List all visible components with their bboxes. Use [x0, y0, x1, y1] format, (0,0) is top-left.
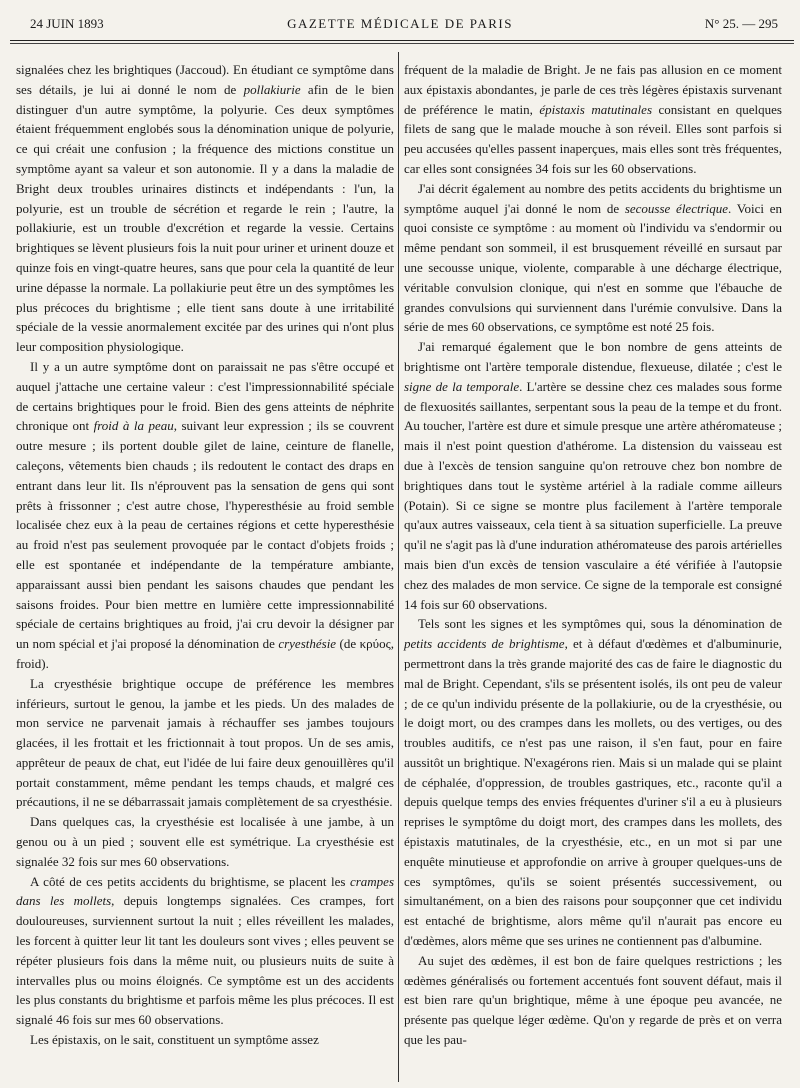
paragraph: fréquent de la maladie de Bright. Je ne fais pas allusion en ce moment aux épistaxis abondantes, je parle de ces très légères épistaxis survenant de préférence le matin, épistaxis matutinales consistant en quelques filets de sang que le malade mouche à son réveil. Elles sont parfois si peu accusées qu'elles passent inaperçues, mais elles sont très fréquentes, car elles sont consignées 34 fois sur les 60 observations.: [404, 62, 782, 176]
paragraph: signalées chez les brightiques (Jaccoud). En étudiant ce symptôme dans ses détails, je lui ai donné le nom de pollakiurie afin de le bien distinguer d'un autre symptôme, la polyurie. Ces deux symptômes étaient fréquemment englobés sous la dénomination unique de polyurie, ce qui créait une confusion ; la fréquence des mictions constitue un symptôme ayant sa valeur et son autonomie. Il y a dans la maladie de Bright deux troubles urinaires distincts et indépendants : l'un, la polyurie, est un trouble de sécrétion et regarde le rein ; l'autre, la pollakiurie, est un trouble d'excrétion et regarde la vessie. Certains brightiques se lèvent plusieurs fois la nuit pour uriner et urinent douze et quinze fois en vingt-quatre heures, sans que pour cela la quantité de leur urine dépasse la normale. La pollakiurie peut être un des symptômes les plus précoces du brightisme ; elle tient sans doute à une irritabilité spéciale de la vessie anormalement excitée par des urines qui n'ont plus leur composition physiologique.: [16, 62, 394, 355]
paragraph: A côté de ces petits accidents du brightisme, se placent les crampes dans les mollets, depuis longtemps signalées. Ces crampes, fort douloureuses, surviennent surtout la nuit ; elles réveillent les malades, les forcent à quitter leur lit tant les douleurs sont vives ; elles peuvent se répéter plusieurs fois dans la même nuit, ou plusieurs nuits de suite à intervalles plus ou moins éloignés. Ce symptôme est un des accidents les plus constants du brightisme et parfois même les plus précoces. Il est signalé 46 fois sur mes 60 observations.: [16, 873, 394, 1028]
paragraph: Les épistaxis, on le sait, constituent un symptôme assez: [30, 1032, 319, 1048]
paragraph: La cryesthésie brightique occupe de préférence les membres inférieurs, surtout le genou, la jambe et les pieds. Un des malades de mon service ne parvenait jamais à réchauffer ses jambes toujours glacées, il les frottait et les frictionnait à tout propos. Un de ses amis, apprêteur de peaux de chat, eut l'idée de lui faire deux genouillères qu'il portait constamment, même pendant les temps chauds, et malgré ces précautions, il ne se débarrassait jamais complètement de sa cryesthésie.: [16, 675, 394, 810]
journal-title: GAZETTE MÉDICALE DE PARIS: [287, 16, 513, 31]
header-rule-thin: [10, 43, 794, 44]
column-divider: [398, 52, 399, 1082]
paragraph: Dans quelques cas, la cryesthésie est localisée à une jambe, à un genou ou à un pied ; souvent elle est symétrique. La cryesthésie est signalée 32 fois sur mes 60 observations.: [16, 814, 394, 869]
paragraph: Au sujet des œdèmes, il est bon de faire quelques restrictions ; les œdèmes généralisés ou fortement accentués font souvent défaut, mais il est bien rare qu'un brightique, même à une époque peu avancée, ne présente pas quelque léger œdème. Qu'on y regarde de près et on verra que les pau-: [404, 952, 782, 1048]
paragraph: J'ai décrit également au nombre des petits accidents du brightisme un symptôme auquel j'ai donné le nom de secousse électrique. Voici en quoi consiste ce symptôme : au moment où l'individu va s'endormir ou même pendant son sommeil, il est brusquement réveillé en sursaut par une secousse unique, violente, comparable à une décharge électrique, véritable convulsion clonique, qui n'est en somme que l'ébauche de grandes convulsions qui surviennent dans l'urémie convulsive. Dans la série de mes 60 observations, ce symptôme est noté 25 fois.: [404, 180, 782, 335]
page-header: [0, 0, 800, 50]
issue-page-number: N° 25. — 295: [704, 16, 778, 31]
left-column: [16, 60, 394, 1050]
header-rule: [10, 40, 794, 41]
paragraph: Tels sont les signes et les symptômes qui, sous la dénomination de petits accidents de brightisme, et à défaut d'œdèmes et d'albuminurie, permettront dans la très grande majorité des cas de faire le diagnostic du mal de Bright. Cependant, s'ils se présentent isolés, ils ont peu de valeur ; de ce qu'un individu présente de la pollakiurie, ou de la cryesthésie, ou le doigt mort, ou des crampes dans les mollets, ou des vertiges, ou des troubles auditifs, ce n'est pas une raison, il s'en faut, pour en faire aussitôt un brightique. N'exagérons rien. Mais si un malade qui se plaint de céphalée, d'oppression, de troubles gastriques, etc., raconte qu'il a depuis quelque temps des envies fréquentes d'uriner s'il a eu à plusieurs reprises le symptôme du doigt mort, des crampes dans les mollets, des épistaxis matutinales, de la cryesthésie, etc., en un mot si par une enquête minutieuse et approfondie on arrive à grouper quelques-uns de ces symptômes, qu'ils se soient présentés successivement, ou simultanément, on a bien des raisons pour soupçonner que cet individu est entaché de brightisme, alors même qu'il n'aurait pas encore eu d'œdèmes, alors même que ses urines ne contiennent pas d'albumine.: [404, 616, 783, 949]
paragraph: J'ai remarqué également que le bon nombre de gens atteints de brightisme ont l'artère temporale distendue, flexueuse, dilatée ; c'est le signe de la temporale. L'artère se dessine chez ces malades sous forme de flexuosités saillantes, serpentant sous la peau de la tempe et du front. Au toucher, l'artère est dure et simule presque une artère athéromateuse ; mais il n'est point question d'athérome. La distension du vaisseau est due à l'excès de tension sanguine qu'on retrouve chez bon nombre de brightiques dans tout le système artériel à la radiale comme ailleurs (Potain). Si ce signe se montre plus facilement à l'artère temporale qu'aux autres vaisseaux, cela tient à sa situation superficielle. La preuve qu'il ne s'agit pas là d'une induration athéromateuse des parois artérielles mais bien d'un excès de tension vasculaire a été vérifiée à l'autopsie chez des malades de mon service. Ce signe de la temporale est consigné 14 fois sur 60 observations.: [404, 339, 782, 612]
paragraph: Il y a un autre symptôme dont on paraissait ne pas s'être occupé et auquel j'attache une certaine valeur : c'est l'impressionnabilité spéciale de certains brightiques pour le froid. Bien des gens atteints de néphrite chronique ont froid à la peau, suivant leur expression ; ils se couvrent outre mesure ; ils portent double gilet de laine, ceinture de flanelle, caleçons, vêtements bien chauds ; ils redoutent le contact des draps en entrant dans leur lit. Ils n'éprouvent pas la sensation de gens qui sont prêts à frissonner ; c'est autre chose, l'hyperesthésie au froid semble localisée chez eux à la peau de certaines régions et cette hyperesthésie au froid n'est pas seulement provoquée par le contact d'objets froids ; elle est spontanée et indépendante de la température ambiante, apparaissant aussi bien pendant les saisons chaudes que pendant les saisons froides. Pour bien mettre en lumière cette impressionnabilité spéciale de certains brightiques au froid, j'ai cru devoir la désigner par un nom spécial et j'ai proposé la dénomination de cryesthésie (de κρύος, froid).: [16, 358, 394, 671]
issue-date: 24 JUIN 1893: [30, 16, 104, 31]
right-column: [404, 60, 782, 1050]
